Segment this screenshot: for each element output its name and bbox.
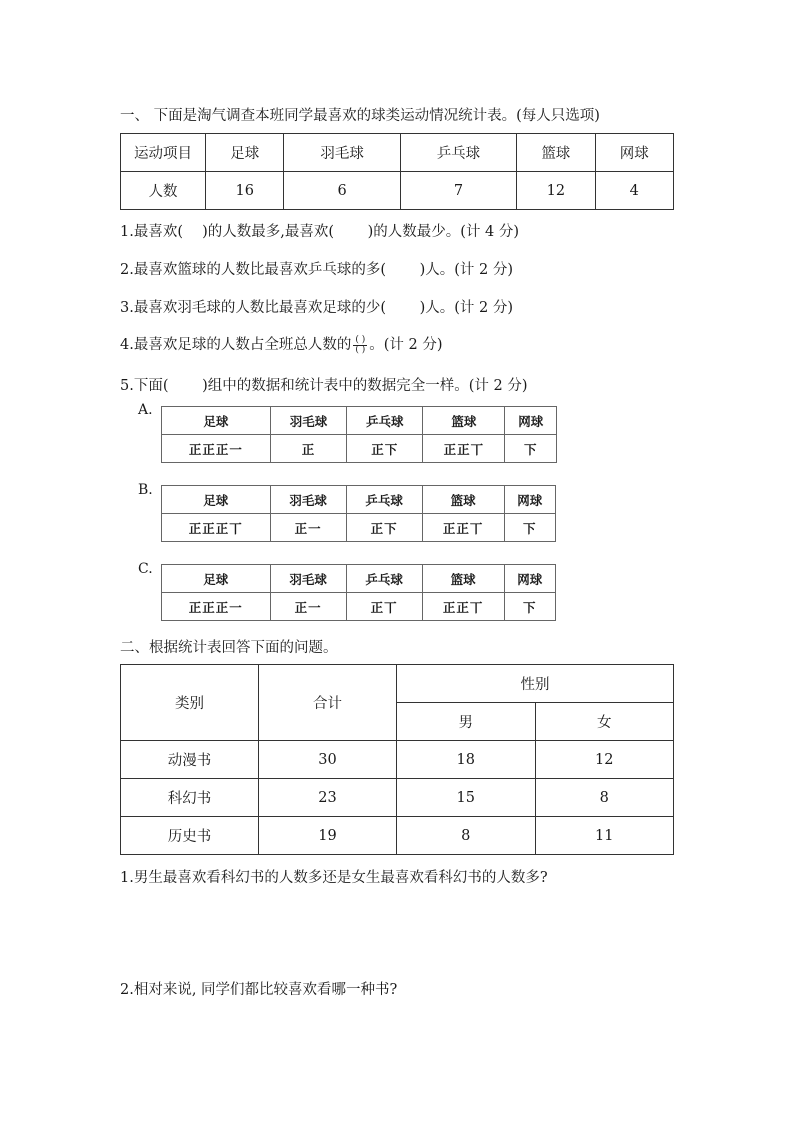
question-4 [120, 333, 443, 355]
tally-cell: 正下 [347, 435, 423, 463]
tally-header-row [162, 486, 556, 514]
table-cell: 16 [206, 172, 284, 210]
tally-header: 网球 [505, 407, 557, 435]
question-5: 5.下面( )组中的数据和统计表中的数据完全一样。(计 2 分) [120, 378, 528, 394]
tally-header: 足球 [162, 565, 271, 593]
section1-title: 一、 下面是淘气调查本班同学最喜欢的球类运动情况统计表。(每人只选项) [120, 108, 600, 124]
tally-header: 足球 [162, 407, 271, 435]
tally-cell: 正下 [346, 514, 422, 542]
tally-cell: 正正丅 [423, 435, 505, 463]
tally-header: 羽毛球 [270, 407, 346, 435]
table-cell: 6 [284, 172, 400, 210]
books-stats-table [120, 664, 674, 855]
tally-header: 篮球 [422, 565, 504, 593]
tally-row [162, 514, 556, 542]
table-cell: 4 [595, 172, 673, 210]
table-cell: 11 [535, 817, 674, 855]
tally-cell: 正正丅 [422, 593, 504, 621]
table-cell: 人数 [121, 172, 206, 210]
fraction-denominator: ( ) [355, 344, 366, 355]
table-cell: 历史书 [121, 817, 259, 855]
table-row [121, 741, 674, 779]
table-cell: 19 [259, 817, 397, 855]
table-cell: 15 [397, 779, 536, 817]
header-cell: 乒乓球 [400, 134, 516, 172]
header-cell: 足球 [206, 134, 284, 172]
fraction-blank[interactable] [353, 336, 367, 355]
option-b-table [161, 485, 556, 542]
tally-header: 足球 [162, 486, 271, 514]
tally-header: 篮球 [422, 486, 504, 514]
tally-row [162, 593, 556, 621]
header-total: 合计 [259, 665, 397, 741]
tally-row [162, 435, 557, 463]
sports-stats-table [120, 133, 674, 210]
option-b-label[interactable]: B. [138, 482, 153, 498]
header-cell: 篮球 [517, 134, 595, 172]
tally-header: 乒乓球 [347, 407, 423, 435]
tally-cell: 正一 [270, 514, 346, 542]
table-header-row [121, 665, 674, 703]
tally-header: 网球 [504, 486, 555, 514]
tally-cell: 正正正一 [162, 435, 271, 463]
tally-cell: 正正丅 [422, 514, 504, 542]
table-cell: 12 [517, 172, 595, 210]
tally-header: 乒乓球 [346, 486, 422, 514]
table-row [121, 817, 674, 855]
table-cell: 18 [397, 741, 536, 779]
table-cell: 科幻书 [121, 779, 259, 817]
table-cell: 8 [397, 817, 536, 855]
header-female: 女 [535, 703, 674, 741]
header-cell: 网球 [595, 134, 673, 172]
tally-header-row [162, 565, 556, 593]
option-a-table [161, 406, 557, 463]
tally-cell: 正一 [270, 593, 346, 621]
tally-header: 羽毛球 [270, 486, 346, 514]
tally-cell: 正正正丅 [162, 514, 271, 542]
table-cell: 8 [535, 779, 674, 817]
table-cell: 30 [259, 741, 397, 779]
fraction-numerator: ( ) [355, 334, 366, 345]
tally-header: 乒乓球 [346, 565, 422, 593]
question-4-score: 。(计 2 分) [369, 337, 443, 353]
table-header-row [121, 134, 674, 172]
tally-header: 网球 [504, 565, 555, 593]
tally-header: 羽毛球 [270, 565, 346, 593]
question-2: 2.最喜欢篮球的人数比最喜欢乒乓球的多( )人。(计 2 分) [120, 262, 514, 278]
option-a-label[interactable]: A. [138, 402, 153, 418]
table-cell: 动漫书 [121, 741, 259, 779]
header-gender: 性别 [397, 665, 674, 703]
tally-cell: 下 [504, 593, 555, 621]
tally-header-row [162, 407, 557, 435]
section2-question-1: 1.男生最喜欢看科幻书的人数多还是女生最喜欢看科幻书的人数多? [120, 870, 548, 886]
table-row [121, 779, 674, 817]
tally-cell: 正丅 [346, 593, 422, 621]
header-category: 类别 [121, 665, 259, 741]
table-cell: 7 [400, 172, 516, 210]
option-c-table [161, 564, 556, 621]
question-4-text: 4.最喜欢足球的人数占全班总人数的 [120, 337, 352, 353]
section2-title: 二、根据统计表回答下面的问题。 [120, 640, 338, 656]
header-male: 男 [397, 703, 536, 741]
tally-cell: 正 [270, 435, 346, 463]
section2-question-2: 2.相对来说, 同学们都比较喜欢看哪一种书? [120, 982, 398, 998]
table-cell: 12 [535, 741, 674, 779]
header-cell: 羽毛球 [284, 134, 400, 172]
tally-cell: 下 [504, 514, 555, 542]
option-c-label[interactable]: C. [138, 561, 153, 577]
tally-header: 篮球 [423, 407, 505, 435]
table-cell: 23 [259, 779, 397, 817]
header-cell: 运动项目 [121, 134, 206, 172]
tally-cell: 下 [505, 435, 557, 463]
question-1: 1.最喜欢( )的人数最多,最喜欢( )的人数最少。(计 4 分) [120, 224, 520, 240]
question-3: 3.最喜欢羽毛球的人数比最喜欢足球的少( )人。(计 2 分) [120, 300, 514, 316]
tally-cell: 正正正一 [162, 593, 271, 621]
table-row [121, 172, 674, 210]
